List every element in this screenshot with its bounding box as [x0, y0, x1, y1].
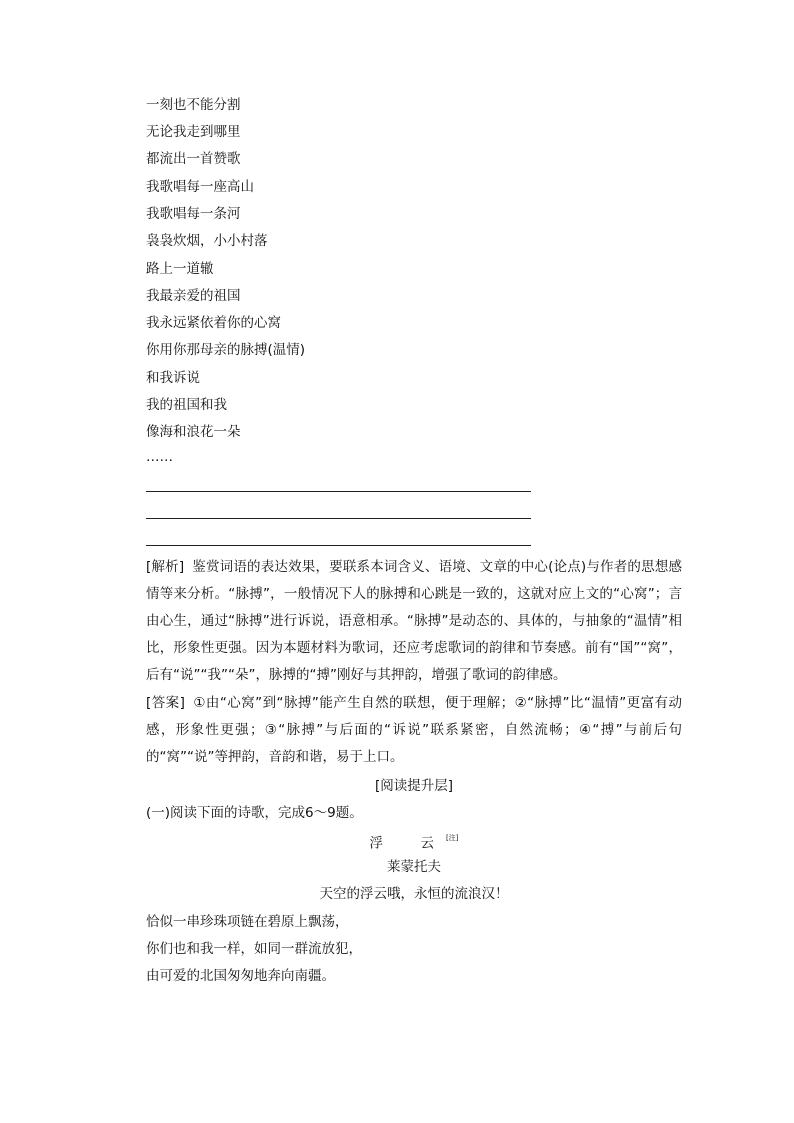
- analysis-tag: [解析]: [146, 559, 185, 575]
- poem-line: 和我诉说: [146, 370, 200, 386]
- question-instruction: (一)阅读下面的诗歌，完成6～9题。: [146, 805, 363, 821]
- analysis-text: 鉴赏词语的表达效果，要联系本词含义、语境、文章的中心(论点)与作者的思想感情等来分析。“脉搏”，一般情况下人的脉搏和心跳是一致的，这就对应上文的“心窝”；言由心生，通过“脉搏”进行诉说，语意相承。“脉搏”是动态的、具体的，与抽象的“温情”相比，形象性更强。因为本题材料为歌词，还应考虑歌词的韵律和节奏感。前有“国”“窝”，后有“说”“我”“朵”，脉搏的“搏”刚好与其押韵，增强了歌词的韵律感。: [146, 559, 682, 683]
- answer-tag: [答案]: [146, 695, 185, 711]
- poem-line: 一刻也不能分割: [146, 97, 241, 113]
- answer-blank-line: [146, 545, 531, 546]
- poem-line: 我歌唱每一座高山: [146, 179, 254, 195]
- note-marker: [注]: [446, 834, 459, 842]
- poem2-line: 恰似一串珍珠项链在碧原上飘荡，: [146, 914, 349, 930]
- answer-blank-line: [146, 518, 531, 519]
- answer-text: ①由“心窝”到“脉搏”能产生自然的联想，便于理解；②“脉搏”比“温情”更富有动感，形象性更强；③“脉搏”与后面的“诉说”联系紧密，自然流畅；④“搏”与前后句的“窝”“说”等押韵，音韵和谐，易于上口。: [146, 695, 683, 765]
- poem-title-text: 浮 云: [369, 835, 447, 852]
- poem-author: 莱蒙托夫: [387, 859, 441, 875]
- poem-line: 我永远紧依着你的心窝: [146, 315, 281, 331]
- answer-blank-line: [146, 491, 531, 492]
- poem-line: 我的祖国和我: [146, 397, 227, 413]
- poem2-line: 由可爱的北国匆匆地奔向南疆。: [146, 968, 335, 984]
- section-heading: [阅读提升层]: [374, 778, 454, 794]
- poem-line: 袅袅炊烟，小小村落: [146, 233, 268, 249]
- poem-first-line: 天空的浮云哦，永恒的流浪汉！: [319, 886, 509, 902]
- poem-title: [146, 831, 682, 853]
- poem2-line: 你们也和我一样，如同一群流放犯，: [146, 941, 362, 957]
- poem-line: 都流出一首赞歌: [146, 151, 241, 167]
- analysis-paragraph: [146, 554, 682, 689]
- poem-line: 路上一道辙: [146, 261, 214, 277]
- poem-line: 像海和浪花一朵: [146, 424, 241, 440]
- poem-line: 你用你那母亲的脉搏(温情): [146, 342, 306, 358]
- poem-line: 我最亲爱的祖国: [146, 288, 241, 304]
- poem-line: 我歌唱每一条河: [146, 206, 241, 222]
- poem-line-ellipsis: ……: [146, 449, 173, 465]
- answer-paragraph: [146, 690, 682, 771]
- poem-line: 无论我走到哪里: [146, 124, 241, 140]
